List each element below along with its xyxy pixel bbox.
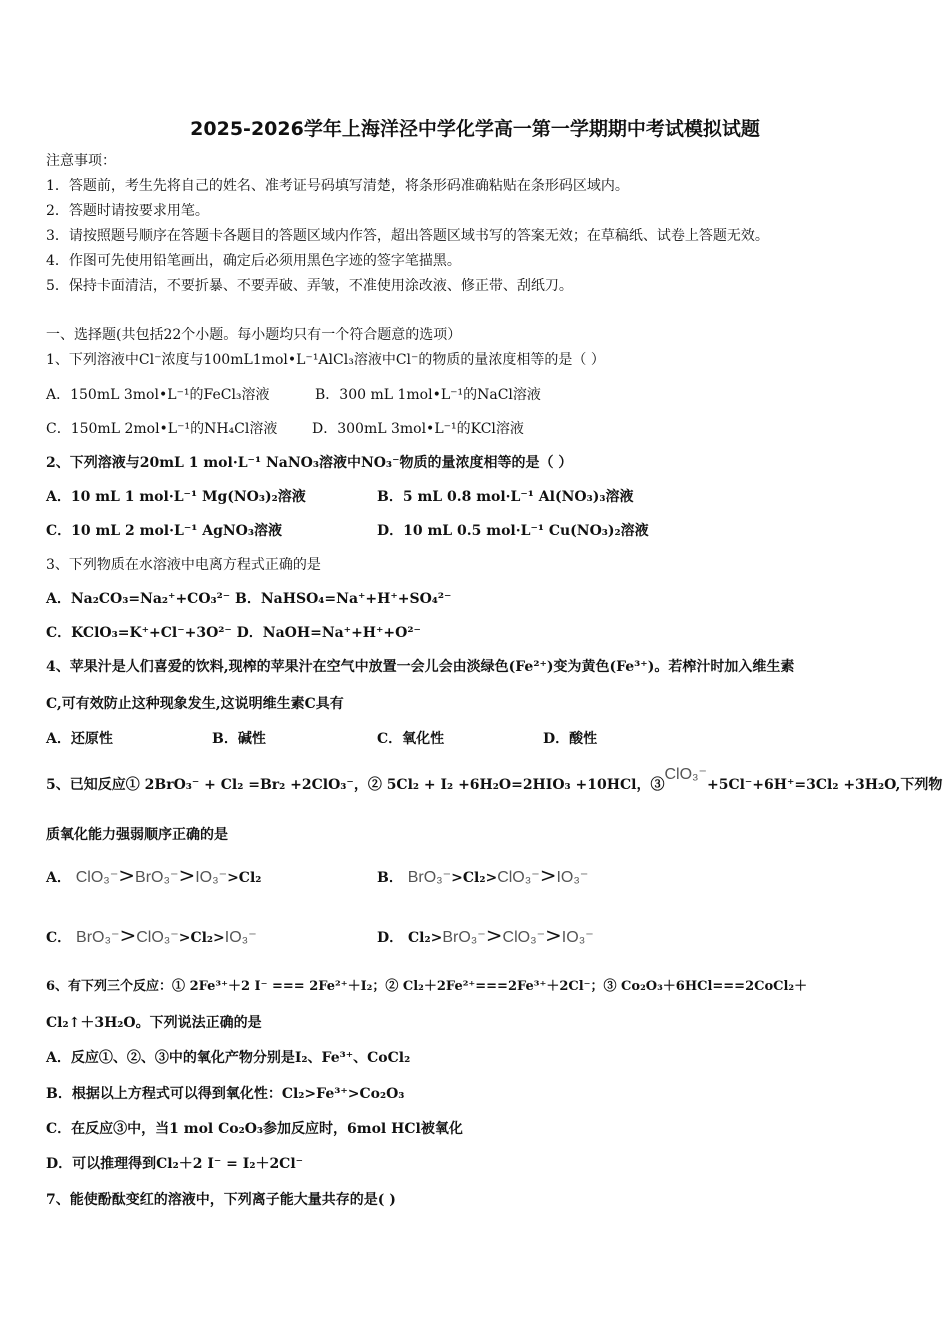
option-label: D． [377, 930, 404, 946]
question-5-option-b[interactable] [377, 863, 589, 887]
ion-io3: IO₃⁻ [556, 869, 589, 886]
question-4-stem-line2: C,可有效防止这种现象发生,这说明维生素C具有 [46, 696, 344, 712]
greater-than: > [227, 870, 239, 886]
ion-clo3: ClO₃⁻ [136, 929, 179, 946]
question-6-option-b[interactable]: B．根据以上方程式可以得到氧化性：Cl₂>Fe³⁺>Co₂O₃ [46, 1086, 405, 1102]
ion-bro3: BrO₃⁻ [407, 869, 452, 886]
notice-heading: 注意事项： [46, 153, 116, 169]
greater-than: > [430, 930, 443, 946]
question-4-stem-line1: 4、苹果汁是人们喜爱的饮料,现榨的苹果汁在空气中放置一会儿会由淡绿色(Fe²⁺)变为黄色(Fe³⁺)。若榨汁时加入维生素 [46, 659, 795, 675]
greater-than: > [485, 923, 503, 947]
question-1-stem: 1、下列溶液中Cl⁻浓度与100mL1mol•L⁻¹AlCl₃溶液中Cl⁻的物质的量浓度相等的是（ ） [46, 352, 605, 368]
ion-io3: IO₃⁻ [195, 869, 228, 886]
question-5-reactions: 5、已知反应① 2BrO₃⁻ + Cl₂ =Br₂ +2ClO₃⁻，② 5Cl₂ + I₂ +6H₂O=2HIO₃ +10HCl，③ [46, 777, 665, 793]
question-5-option-a[interactable] [46, 863, 262, 887]
question-1-option-d[interactable]: D．300mL 3mol•L⁻¹的KCl溶液 [312, 421, 524, 437]
greater-than: > [545, 923, 562, 947]
greater-than: > [213, 930, 225, 946]
question-6-option-c[interactable]: C．在反应③中，当1 mol Co₂O₃参加反应时，6mol HCl被氧化 [46, 1121, 463, 1137]
question-4-option-c[interactable]: C．氧化性 [377, 731, 445, 747]
question-7-stem: 7、能使酚酞变红的溶液中，下列离子能大量共存的是( ) [46, 1192, 396, 1208]
question-2-option-a[interactable]: A．10 mL 1 mol·L⁻¹ Mg(NO₃)₂溶液 [46, 489, 306, 505]
question-6-option-a[interactable]: A．反应①、②、③中的氧化产物分别是I₂、Fe³⁺、CoCl₂ [46, 1050, 411, 1066]
greater-than: > [178, 930, 191, 946]
ion-bro3: BrO₃⁻ [135, 869, 179, 886]
question-2-option-c[interactable]: C．10 mL 2 mol·L⁻¹ AgNO₃溶液 [46, 523, 283, 539]
cl2: Cl₂ [190, 930, 214, 946]
ion-clo3: ClO₃⁻ [75, 869, 119, 886]
notice-item: 4．作图可先使用铅笔画出，确定后必须用黑色字迹的签字笔描黑。 [46, 253, 461, 269]
greater-than: > [178, 863, 196, 887]
greater-than: > [539, 863, 557, 887]
ion-io3: IO₃⁻ [561, 929, 594, 946]
question-6-stem-line1: 6、有下列三个反应：① 2Fe³⁺＋2 I⁻ === 2Fe²⁺＋I₂；② Cl₂＋2Fe²⁺===2Fe³⁺＋2Cl⁻；③ Co₂O₃＋6HCl===2CoCl₂＋ [46, 979, 808, 994]
question-4-option-b[interactable]: B．碱性 [212, 731, 266, 747]
cl2: Cl₂ [238, 870, 262, 886]
greater-than: > [119, 923, 137, 947]
question-6-stem-line2: Cl₂↑＋3H₂O。下列说法正确的是 [46, 1015, 262, 1031]
section-heading: 一、选择题(共包括22个小题。每小题均只有一个符合题意的选项） [46, 327, 462, 343]
question-5-stem-line1 [46, 766, 943, 794]
question-1-option-b[interactable]: B．300 mL 1mol•L⁻¹的NaCl溶液 [315, 387, 541, 403]
question-5-reaction-3: +5Cl⁻+6H⁺=3Cl₂ +3H₂O,下列物 [706, 777, 943, 793]
ion-bro3: BrO₃⁻ [442, 929, 486, 946]
question-4-option-d[interactable]: D．酸性 [543, 731, 598, 747]
ion-clo3: ClO₃⁻ [497, 869, 540, 886]
question-1-option-c[interactable]: C．150mL 2mol•L⁻¹的NH₄Cl溶液 [46, 421, 278, 437]
notice-item: 2．答题时请按要求用笔。 [46, 203, 209, 219]
cl2: Cl₂ [462, 870, 486, 886]
ion-clo3: ClO₃⁻ [502, 929, 546, 946]
question-5-option-d[interactable] [377, 923, 594, 947]
question-3-stem: 3、下列物质在水溶液中电离方程式正确的是 [46, 557, 321, 573]
option-label: A． [46, 870, 71, 886]
cl2: Cl₂ [408, 930, 431, 946]
notice-item: 3．请按照题号顺序在答题卡各题目的答题区域内作答，超出答题区域书写的答案无效；在草稿纸、试卷上答题无效。 [46, 228, 769, 244]
ion-io3: IO₃⁻ [224, 929, 257, 946]
notice-item: 1．答题前，考生先将自己的姓名、准考证号码填写清楚，将条形码准确粘贴在条形码区域内。 [46, 178, 629, 194]
question-2-option-b[interactable]: B．5 mL 0.8 mol·L⁻¹ Al(NO₃)₃溶液 [377, 489, 634, 505]
question-2-option-d[interactable]: D．10 mL 0.5 mol·L⁻¹ Cu(NO₃)₂溶液 [377, 523, 649, 539]
question-3-options-ab[interactable]: A．Na₂CO₃=Na₂⁺+CO₃²⁻ B．NaHSO₄=Na⁺+H⁺+SO₄²⁻ [46, 591, 452, 607]
greater-than: > [118, 863, 136, 887]
question-1-option-a[interactable]: A．150mL 3mol•L⁻¹的FeCl₃溶液 [46, 387, 270, 403]
greater-than: > [451, 870, 463, 886]
notice-item: 5．保持卡面清洁，不要折暴、不要弄破、弄皱，不准使用涂改液、修正带、刮纸刀。 [46, 278, 573, 294]
question-4-option-a[interactable]: A．还原性 [46, 731, 113, 747]
option-label: B． [377, 870, 403, 886]
page-title: 2025-2026学年上海洋泾中学化学高一第一学期期中考试模拟试题 [190, 118, 760, 140]
greater-than: > [485, 870, 498, 886]
question-5-stem-line2: 质氧化能力强弱顺序正确的是 [46, 827, 228, 843]
question-2-stem: 2、下列溶液与20mL 1 mol·L⁻¹ NaNO₃溶液中NO₃⁻物质的量浓度相等的是（ ） [46, 455, 573, 471]
ion-bro3: BrO₃⁻ [76, 929, 120, 946]
question-6-option-d[interactable]: D．可以推理得到Cl₂＋2 I⁻ = I₂＋2Cl⁻ [46, 1156, 304, 1172]
ion-clo3: ClO₃⁻ [664, 766, 707, 783]
question-5-option-c[interactable] [46, 923, 257, 947]
option-label: C． [46, 930, 72, 946]
question-3-options-cd[interactable]: C．KClO₃=K⁺+Cl⁻+3O²⁻ D．NaOH=Na⁺+H⁺+O²⁻ [46, 625, 421, 641]
